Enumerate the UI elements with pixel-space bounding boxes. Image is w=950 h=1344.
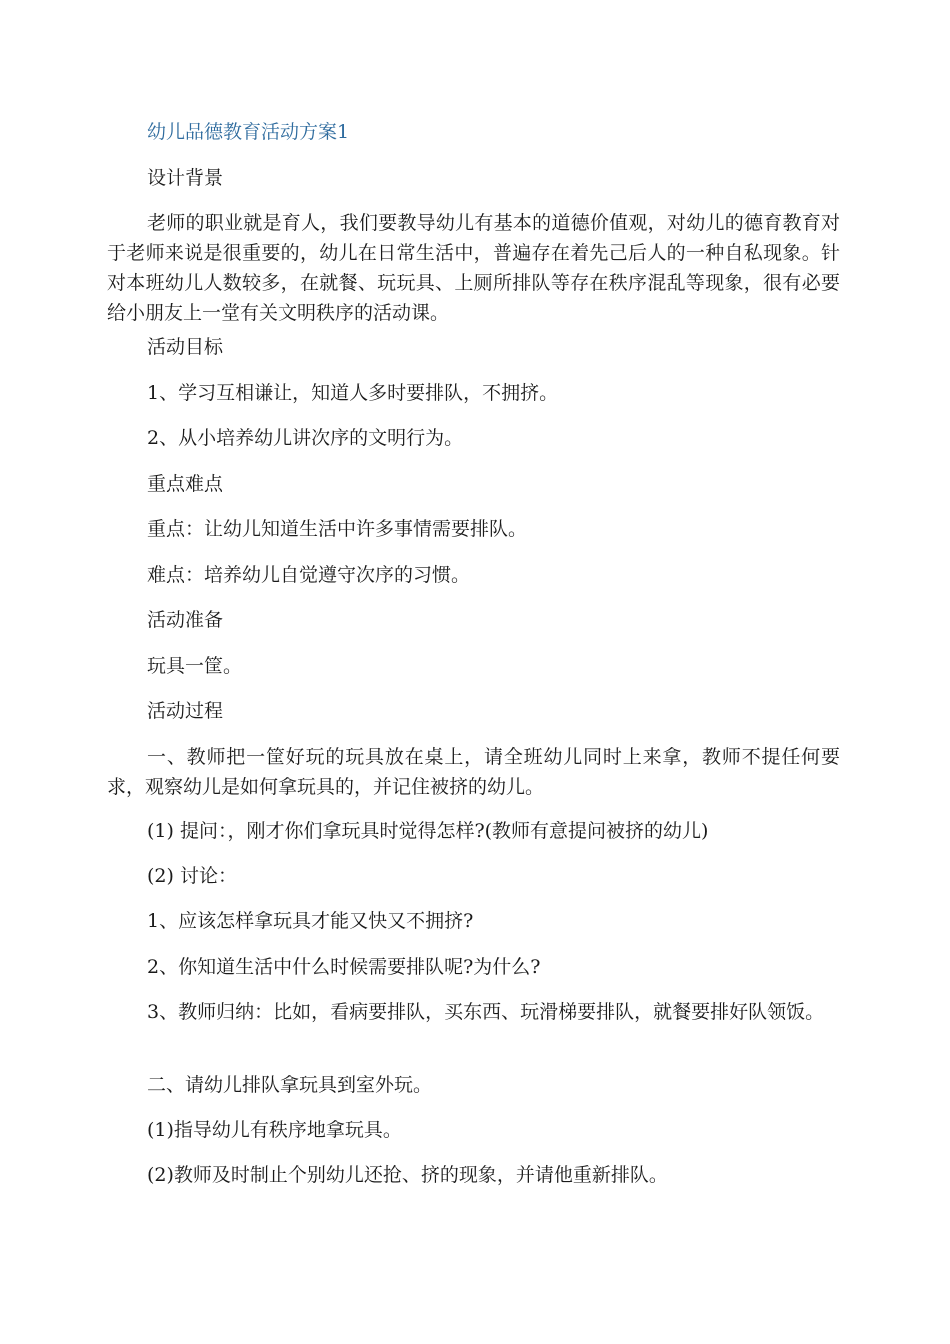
paragraph-background: 老师的职业就是育人，我们要教导幼儿有基本的道德价值观，对幼儿的德育教育对于老师来说是很重要的，幼儿在日常生活中，普遍存在着先己后人的一种自私现象。针对本班幼儿人数较多，在就餐、玩玩具、上厕所排队等存在秩序混乱等现象，很有必要给小朋友上一堂有关文明秩序的活动课。 (107, 212, 840, 324)
discussion-item-3: 3、教师归纳：比如，看病要排队，买东西、玩滑梯要排队，就餐要排好队领饭。 (147, 1001, 825, 1023)
discussion-item-1: 1、应该怎样拿玩具才能又快又不拥挤? (147, 910, 474, 932)
difficult-point: 难点：培养幼儿自觉遵守次序的习惯。 (147, 564, 471, 586)
section-heading-preparation: 活动准备 (147, 609, 224, 631)
process-step-1-question: (1) 提问：，刚才你们拿玩具时觉得怎样?(教师有意提问被挤的幼儿) (147, 820, 709, 842)
document-title: 幼儿品德教育活动方案1 (147, 121, 350, 143)
section-heading-process: 活动过程 (147, 700, 224, 722)
process-step-1-discussion: (2) 讨论： (147, 865, 237, 887)
discussion-item-2: 2、你知道生活中什么时候需要排队呢?为什么? (147, 956, 541, 978)
section-heading-key-points: 重点难点 (147, 473, 224, 495)
section-heading-goals: 活动目标 (147, 336, 224, 358)
goal-item-1: 1、学习互相谦让，知道人多时要排队，不拥挤。 (147, 382, 559, 404)
goal-item-2: 2、从小培养幼儿讲次序的文明行为。 (147, 427, 464, 449)
process-step-2-b: (2)教师及时制止个别幼儿还抢、挤的现象，并请他重新排队。 (147, 1164, 668, 1186)
process-step-2-a: (1)指导幼儿有秩序地拿玩具。 (147, 1119, 402, 1141)
preparation-text: 玩具一筐。 (147, 655, 243, 677)
process-step-1: 一、教师把一筐好玩的玩具放在桌上，请全班幼儿同时上来拿，教师不提任何要求，观察幼儿是如何拿玩具的，并记住被挤的幼儿。 (107, 746, 840, 798)
process-step-2: 二、请幼儿排队拿玩具到室外玩。 (147, 1074, 433, 1096)
key-point: 重点：让幼儿知道生活中许多事情需要排队。 (147, 518, 528, 540)
section-heading-background: 设计背景 (147, 167, 224, 189)
